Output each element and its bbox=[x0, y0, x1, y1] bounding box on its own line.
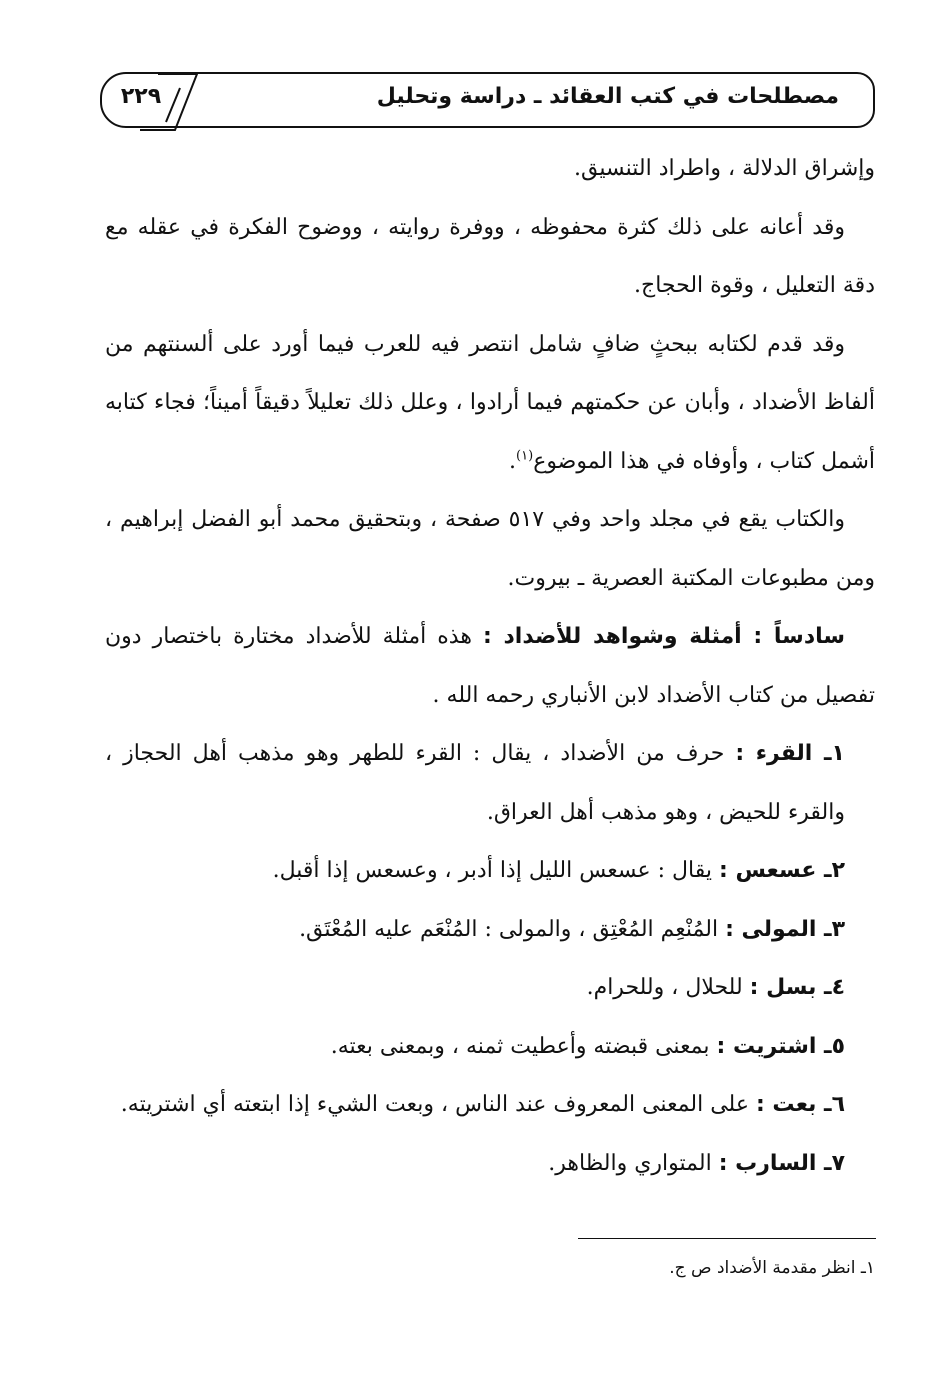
paragraph-1: وإشراق الدلالة ، واطراد التنسيق. bbox=[574, 156, 875, 181]
paragraph-3 bbox=[105, 316, 875, 492]
item-text: حرف من الأضداد ، يقال : القرء للطهر وهو مذهب أهل الحجاز ، والقرء للحيض ، وهو مذهب أهل العراق. bbox=[105, 741, 845, 825]
paragraph-3-end: . bbox=[509, 448, 517, 474]
section-paragraph bbox=[105, 608, 875, 725]
item-text: بمعنى قبضته وأعطيت ثمنه ، وبمعنى بعته. bbox=[330, 1033, 710, 1059]
page-number: ٢٢٩ bbox=[120, 84, 162, 109]
item-text: المُنْعِم المُعْتِق ، والمولى : المُنْعَم عليه المُعْتَق. bbox=[299, 916, 719, 942]
footnote-reference[interactable]: (١) bbox=[516, 448, 534, 464]
paragraph-4: والكتاب يقع في مجلد واحد وفي ٥١٧ صفحة ، وبتحقيق محمد أبو الفضل إبراهيم ، ومن مطبوعات المكتبة العصرية ـ بيروت. bbox=[105, 507, 875, 591]
list-item bbox=[105, 1135, 875, 1194]
footnote: ١ـ انظر مقدمة الأضداد ص ج. bbox=[669, 1258, 875, 1278]
paragraph-2: وقد أعانه على ذلك كثرة محفوظه ، ووفرة روايته ، ووضوح الفكرة في عقله مع دقة التعليل ، وقوة الحجاج. bbox=[105, 214, 875, 298]
item-term: ٥ـ اشتريت : bbox=[716, 1033, 845, 1059]
section-text: هذه أمثلة للأضداد مختارة باختصار دون تفصيل من كتاب الأضداد لابن الأنباري رحمه الله . bbox=[105, 624, 875, 708]
list-item bbox=[105, 1018, 875, 1077]
header-divider-slash bbox=[0, 0, 951, 160]
list-item bbox=[105, 901, 875, 960]
list-item bbox=[105, 1076, 875, 1135]
list-item bbox=[105, 959, 875, 1018]
item-text: المتواري والظاهر. bbox=[548, 1150, 712, 1176]
list-item bbox=[105, 842, 875, 901]
running-header-title: مصطلحات في كتب العقائد ـ دراسة وتحليل bbox=[376, 84, 839, 109]
item-term: ٣ـ المولى : bbox=[725, 916, 845, 942]
item-term: ٤ـ بسل : bbox=[749, 975, 845, 1000]
item-term: ٢ـ عسعس : bbox=[718, 858, 845, 883]
list-item bbox=[105, 725, 875, 842]
item-text: يقال : عسعس الليل إذا أدبر ، وعسعس إذا أقبل. bbox=[272, 858, 712, 883]
item-term: ٦ـ بعت : bbox=[755, 1092, 845, 1117]
footnote-separator bbox=[578, 1238, 876, 1239]
paragraph-3-text: وقد قدم لكتابه ببحثٍ ضافٍ شامل انتصر فيه للعرب فيما أورد على ألسنتهم من ألفاظ الأضداد ، وأبان عن حكمتهم فيما أرادوا ، وعلل ذلك تعليلاً دقيقاً أميناً؛ فجاء كتابه أشمل كتاب ، وأوفاه في هذا الموضوع bbox=[105, 331, 875, 474]
item-term: ٧ـ السارب : bbox=[718, 1150, 845, 1176]
item-text: على المعنى المعروف عند الناس ، وبعت الشيء إذا ابتعته أي اشتريته. bbox=[120, 1092, 749, 1117]
section-heading: سادساً : أمثلة وشواهد للأضداد : bbox=[483, 624, 846, 649]
item-text: للحلال ، وللحرام. bbox=[586, 975, 743, 1000]
item-term: ١ـ القرء : bbox=[735, 741, 845, 766]
page-body bbox=[105, 140, 875, 1193]
